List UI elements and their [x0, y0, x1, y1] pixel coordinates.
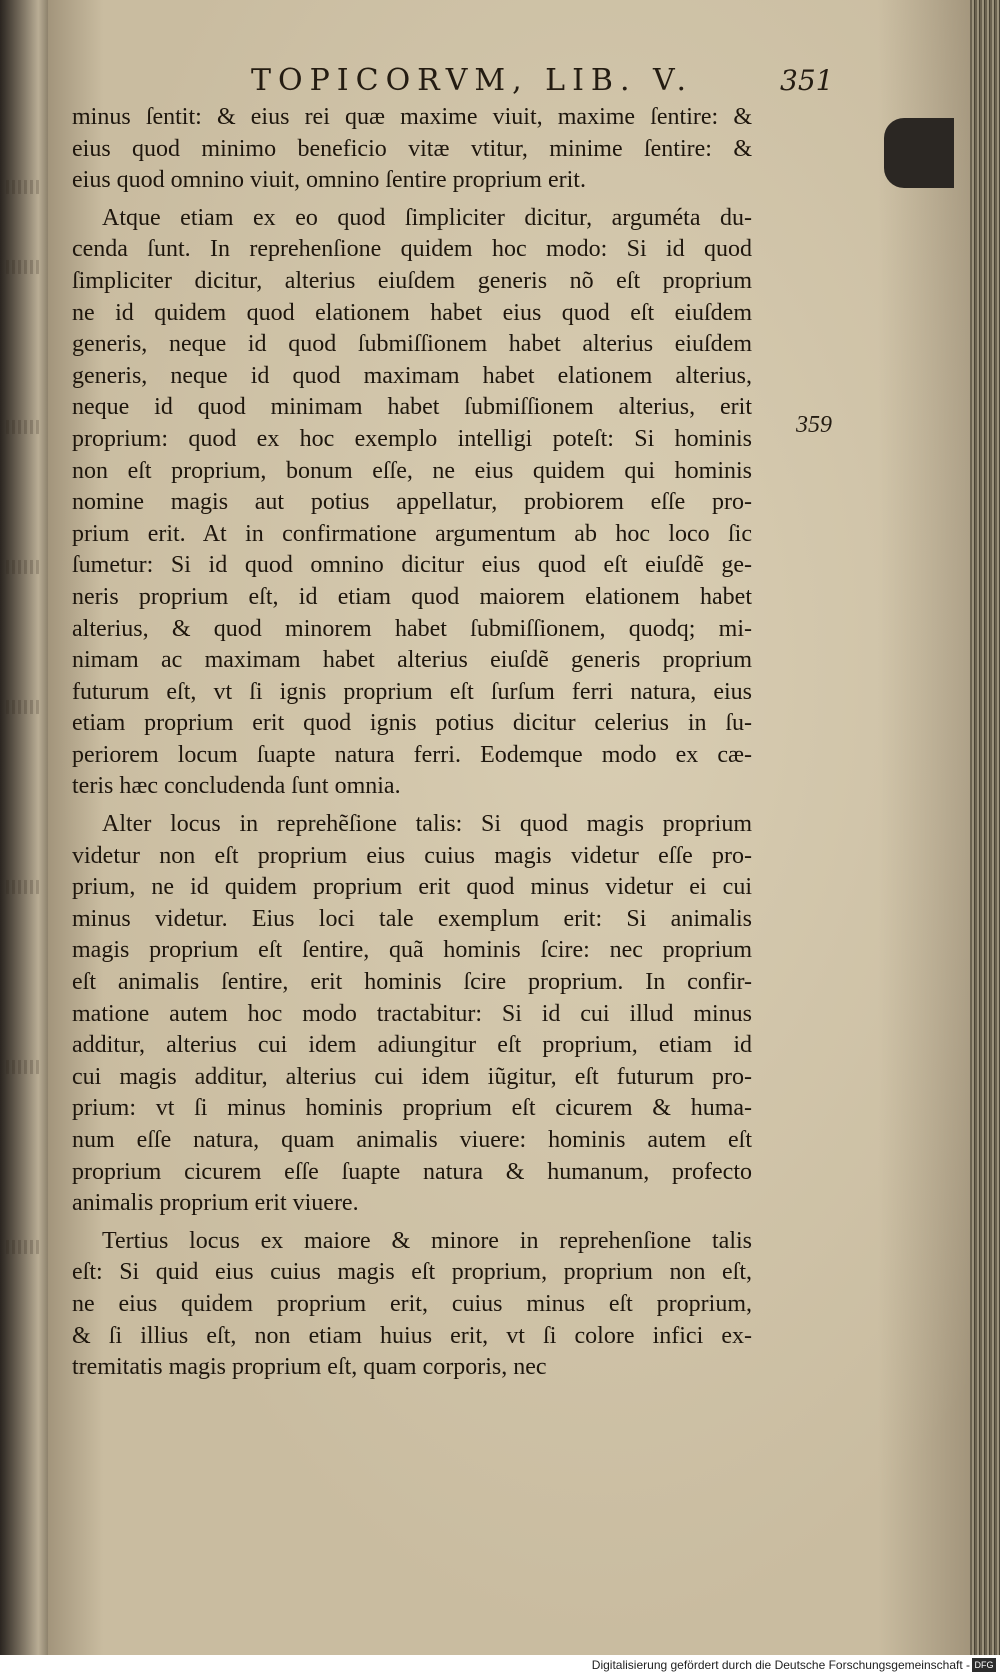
text-line: ſimpliciter dicitur, alterius eiuſdem generis nõ eſt proprium: [72, 267, 752, 294]
text-line: alterius, & quod minorem habet ſubmiſſionem, quodq; mi-: [72, 615, 752, 642]
dfg-logo: DFG: [972, 1658, 996, 1672]
text-line: teris hæc concludenda ſunt omnia.: [72, 773, 401, 800]
text-line: eius quod omnino viuit, omnino ſentire proprium erit.: [72, 167, 586, 194]
text-line: periorem locum ſuapte natura ferri. Eodemque modo ex cæ-: [72, 741, 752, 768]
text-line: minus ſentit: & eius rei quæ maxime viuit, maxime ſentire: &: [72, 104, 752, 130]
text-line: proprium cicurem eſſe ſuapte natura & humanum, profecto: [72, 1158, 752, 1185]
text-line: eſt animalis ſentire, erit hominis ſcire proprium. In confir-: [72, 969, 752, 996]
text-line: animalis proprium erit viuere.: [72, 1190, 359, 1217]
facing-page-edge: [0, 0, 48, 1675]
text-line: tremitatis magis proprium eſt, quam corporis, nec: [72, 1354, 547, 1381]
running-title: TOPICORVM, LIB. V.: [250, 62, 693, 98]
text-line: Atque etiam ex eo quod ſimpliciter dicitur, arguméta du-: [102, 204, 752, 231]
text-line: prium, ne id quidem proprium erit quod minus videtur ei cui: [72, 874, 752, 901]
bleed-through-mark: [6, 420, 42, 434]
margin-note: 359: [796, 412, 832, 438]
text-line: ne eius quidem proprium erit, cuius minus eſt proprium,: [72, 1290, 752, 1317]
text-line: futurum eſt, vt ſi ignis proprium eſt ſurſum ferri natura, eius: [72, 678, 752, 705]
bleed-through-mark: [6, 700, 42, 714]
page-fore-edge: [970, 0, 1000, 1655]
text-line: neque id quod minimam habet ſubmiſſionem alterius, erit: [72, 394, 752, 421]
text-line: ne id quidem quod elationem habet eius quod eſt eiuſdem: [72, 299, 752, 326]
bleed-through-mark: [6, 1240, 42, 1254]
bleed-through-mark: [6, 560, 42, 574]
text-line: ſumetur: Si id quod omnino dicitur eius quod eſt eiuſdẽ ge-: [72, 552, 752, 579]
text-line: nimam ac maximam habet alterius eiuſdẽ generis proprium: [72, 647, 752, 674]
text-line: Tertius locus ex maiore & minore in reprehenſione talis: [102, 1227, 752, 1254]
text-line: non eſt proprium, bonum eſſe, ne eius quidem qui hominis: [72, 457, 752, 484]
bleed-through-mark: [6, 260, 42, 274]
footer-credit: Digitalisierung gefördert durch die Deutsche Forschungsgemeinschaft -: [591, 1658, 970, 1672]
digitization-footer: [0, 1655, 1000, 1675]
text-line: num eſſe natura, quam animalis viuere: hominis autem eſt: [72, 1127, 752, 1153]
text-line: generis, neque id quod maximam habet elationem alterius,: [72, 362, 752, 389]
text-line: proprium: quod ex hoc exemplo intelligi poteſt: Si hominis: [72, 425, 752, 452]
text-line: eſt: Si quid eius cuius magis eſt proprium, proprium non eſt,: [72, 1259, 752, 1286]
bleed-through-mark: [6, 180, 42, 194]
text-line: neris proprium eſt, id etiam quod maiorem elationem habet: [72, 583, 752, 610]
text-line: videtur non eſt proprium eius cuius magis videtur eſſe pro-: [72, 842, 752, 869]
book-clamp: [884, 118, 954, 188]
text-line: nomine magis aut potius appellatur, probiorem eſſe pro-: [72, 489, 752, 516]
text-line: & ſi illius eſt, non etiam huius erit, vt ſi colore infici ex-: [72, 1322, 752, 1349]
text-line: Alter locus in reprehẽſione talis: Si quod magis proprium: [102, 811, 752, 838]
body-text: [72, 102, 752, 1384]
bleed-through-mark: [6, 1060, 42, 1074]
text-line: generis, neque id quod ſubmiſſionem habet alterius eiuſdem: [72, 331, 752, 358]
text-line: magis proprium eſt ſentire, quã hominis ſcire: nec proprium: [72, 937, 752, 964]
text-line: matione autem hoc modo tractabitur: Si id cui illud minus: [72, 1000, 752, 1027]
text-line: minus videtur. Eius loci tale exemplum erit: Si animalis: [72, 905, 752, 932]
text-line: cenda ſunt. In reprehenſione quidem hoc modo: Si id quod: [72, 236, 752, 263]
page-number: 351: [780, 63, 834, 97]
text-line: eius quod minimo beneficio vitæ vtitur, minime ſentire: &: [72, 135, 752, 162]
text-line: cui magis additur, alterius cui idem iũgitur, eſt futurum pro-: [72, 1063, 752, 1090]
text-line: additur, alterius cui idem adiungitur eſt proprium, etiam id: [72, 1032, 752, 1059]
text-line: prium erit. At in confirmatione argumentum ab hoc loco ſic: [72, 520, 752, 547]
bleed-through-mark: [6, 880, 42, 894]
text-line: etiam proprium erit quod ignis potius dicitur celerius in ſu-: [72, 710, 752, 737]
text-line: prium: vt ſi minus hominis proprium eſt cicurem & huma-: [72, 1095, 752, 1122]
